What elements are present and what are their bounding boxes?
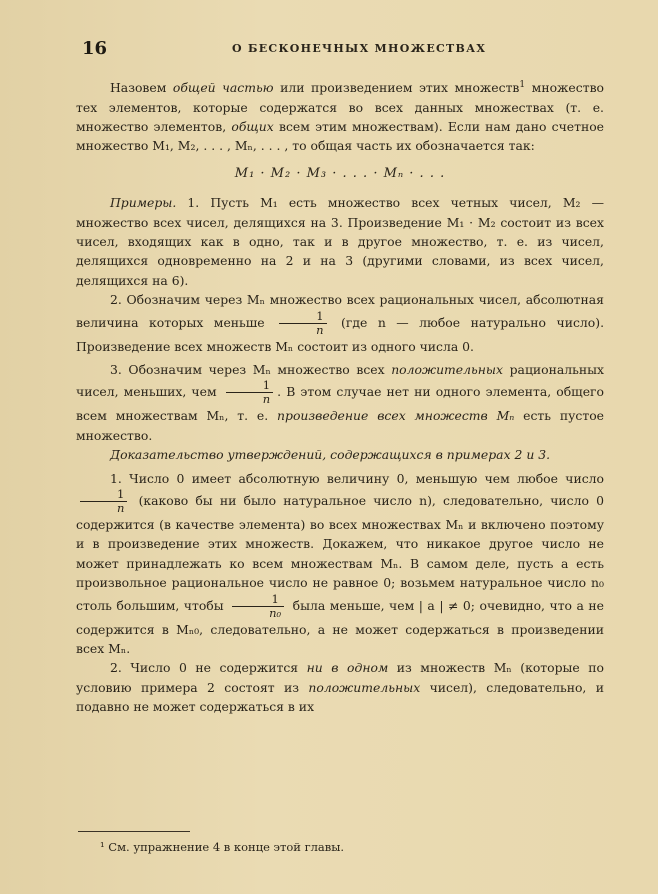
examples-heading: Примеры. bbox=[110, 195, 177, 211]
footnote-divider bbox=[78, 831, 190, 832]
footnote-ref: 1 bbox=[519, 80, 526, 90]
product-formula: M₁ · M₂ · M₃ · . . . · Mₙ · . . . bbox=[234, 165, 446, 181]
fraction: $\frac{1}{n}$ bbox=[279, 310, 326, 337]
running-head: О БЕСКОНЕЧНЫХ МНОЖЕСТВАХ bbox=[232, 42, 487, 55]
page-number: 16 bbox=[82, 38, 108, 59]
fraction: $\frac{1}{n}$ bbox=[80, 488, 127, 515]
proof-2: 2. Число 0 не содержится ни в одном из множеств Mₙ (которые по условию примера 2 состоят из положительных чисел), следовательно, и подавно не может содержаться в их bbox=[76, 660, 604, 715]
footnote: ¹ См. упражнение 4 в конце этой главы. bbox=[100, 840, 345, 854]
page-header bbox=[82, 38, 606, 62]
example-1: Примеры. 1. Пусть M₁ есть множество всех четных чисел, M₂ — множество всех чисел, делящихся на 3. Произведение M₁ · M₂ состоит из всех чисел, входящих как в одно, так и в другое множество, т. е. из чисел, делящихся одновременно на 2 и на 3 (другими словами, из всех чисел, делящихся на 6). bbox=[76, 195, 604, 288]
proof-heading: Доказательство утверждений, содержащихся в примерах 2 и 3. bbox=[110, 447, 551, 463]
fraction: $\frac{1}{\text{n₀}}$ bbox=[232, 593, 284, 620]
paragraph-definition: Назовем общей частью или произведением этих множеств$^1$ множество тех элементов, которые содержатся во всех данных множествах (т. е. множество элементов, общих всем этим множествам). Если нам дано счетное множество M₁, M₂, . . . , Mₙ, . . . , то общая часть их обозначается так: bbox=[76, 80, 605, 154]
main-text bbox=[76, 76, 604, 717]
proof-1: 1. Число 0 имеет абсолютную величину 0, меньшую чем любое число $\frac{1}{n}$ (каково бы ни было натуральное число n), следовательно, число 0 содержится (в качестве элемента) во всех множествах Mₙ и включено поэтому и в произведение этих множеств. Докажем, что никакое другое число не может принадлежать ко всем множествам Mₙ. В самом деле, пусть a есть произвольное рациональное число не равное 0; возьмем натуральное число n₀ столь большим, чтобы $\frac{1}{\text{n₀}}$ была меньше, чем | a | ≠ 0; очевидно, что a не содержится в Mₙ₀, следовательно, a не может содержаться в произведении всех Mₙ. bbox=[76, 470, 605, 657]
fraction: $\frac{1}{n}$ bbox=[226, 379, 273, 406]
example-3: 3. Обозначим через Mₙ множество всех положительных рациональных чисел, меньших, чем $\frac{1}{n}$ . В этом случае нет ни одного элемента, общего всем множествам Mₙ, т. е. произведение всех множеств Mₙ есть пустое множество. bbox=[76, 362, 604, 443]
example-2: 2. Обозначим через Mₙ множество всех рациональных чисел, абсолютная величина которых меньше $\frac{1}{n}$ (где n — любое натурально число). Произведение всех множеств Mₙ состоит из одного числа 0. bbox=[76, 292, 605, 354]
term-common-part: общей частью bbox=[172, 80, 274, 96]
